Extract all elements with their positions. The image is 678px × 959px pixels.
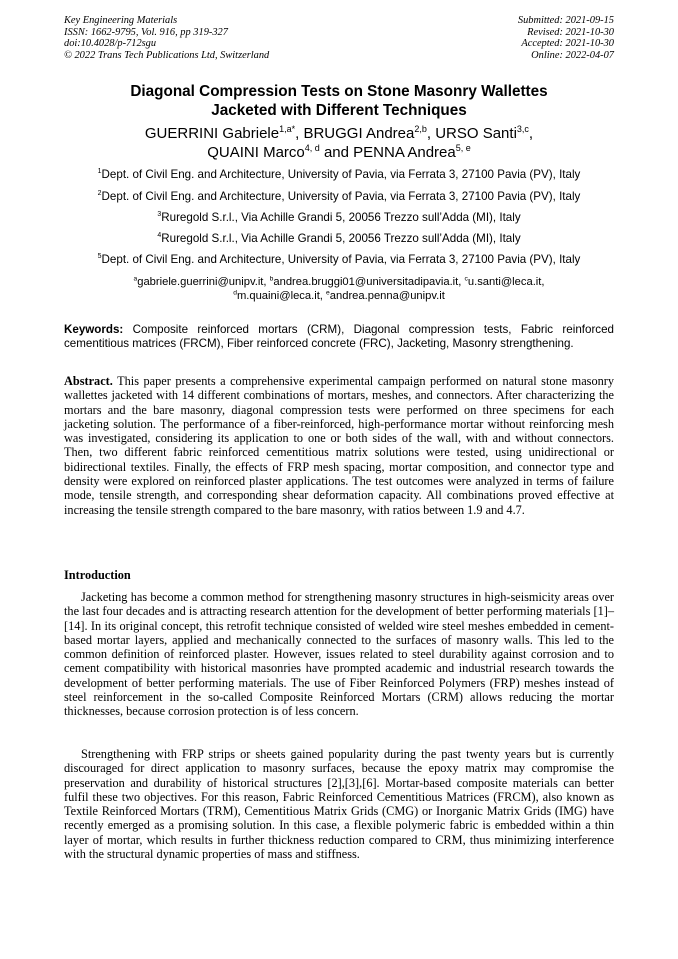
affiliation-3 <box>64 211 614 225</box>
affiliation-text: Ruregold S.r.l., Via Achille Grandi 5, 20056 Trezzo sull’Adda (MI), Italy <box>161 211 521 224</box>
section-heading-introduction: Introduction <box>64 568 131 582</box>
email-link[interactable]: u.santi@leca.it, <box>467 276 545 288</box>
affiliation-text: Dept. of Civil Eng. and Architecture, University of Pavia, via Ferrata 3, 27100 Pavia (PV), Italy <box>101 253 581 266</box>
affiliation-2 <box>64 190 614 204</box>
email-sup: d <box>233 289 237 297</box>
affiliation-text: Dept. of Civil Eng. and Architecture, University of Pavia, via Ferrata 3, 27100 Pavia (PV), Italy <box>101 168 581 181</box>
revised-date: Revised: 2021-10-30 <box>527 26 614 38</box>
email-sup: c <box>464 275 468 283</box>
email-sup: e <box>326 289 330 297</box>
abstract-label: Abstract. <box>64 374 113 388</box>
journal-header-right <box>518 15 614 61</box>
submitted-date: Submitted: 2021-09-15 <box>517 15 614 26</box>
author-list <box>64 124 614 162</box>
affiliation-sup: 1 <box>97 168 102 176</box>
title-line-2: Jacketed with Different Techniques <box>211 102 467 119</box>
email-link[interactable]: m.quaini@leca.it, <box>236 290 327 302</box>
author-sup: 2,b <box>414 124 427 134</box>
abstract-block <box>64 374 614 517</box>
author-sup: 4, d <box>304 143 320 153</box>
affiliation-text: Dept. of Civil Eng. and Architecture, University of Pavia, via Ferrata 3, 27100 Pavia (PV), Italy <box>101 190 581 203</box>
abstract-text: This paper presents a comprehensive experimental campaign performed on natural stone masonry wallettes jacketed with 14 different combinations of mortars, meshes, and connectors. After characterizing the mortars and the bare masonry, diagonal compression tests were performed on three specimens for each jacketing solution. The performance of a fiber-reinforced, high-performance mortar without reinforcing mesh was investigated, considering its application to one or both sides of the wall, with and without connectors. Then, two different fabric reinforced cementitious matrix solutions were tested, using unidirectional or bidirectional textiles. Finally, the effects of FRP mesh spacing, mortar composition, and connector type and density were explored on reinforced plaster applications. The test outcomes were analyzed in terms of failure mode, tensile strength, and corresponding shear deformation capacity. All combinations proved effective at increasing the tensile strength compared to the bare masonry, with ratios between 1.9 and 4.7. <box>64 374 614 517</box>
accepted-date: Accepted: 2021-10-30 <box>521 38 614 50</box>
email-link[interactable]: andrea.bruggi01@universitadipavia.it, <box>273 276 465 288</box>
author-sup: 5, e <box>455 143 471 153</box>
author-sup: 1,a* <box>279 124 296 134</box>
author-name: GUERRINI Gabriele <box>144 125 280 142</box>
issn-line: ISSN: 1662-9795, Vol. 916, pp 319-327 <box>64 26 228 38</box>
affiliation-sup: 5 <box>97 253 102 261</box>
paper-title <box>64 82 614 120</box>
email-sup: b <box>269 275 274 283</box>
title-line-1: Diagonal Compression Tests on Stone Masonry Wallettes <box>130 83 548 100</box>
and-word: and <box>323 144 349 161</box>
affiliation-text: Ruregold S.r.l., Via Achille Grandi 5, 20056 Trezzo sull’Adda (MI), Italy <box>161 232 521 245</box>
email-list <box>64 275 614 303</box>
separator: , <box>528 125 534 142</box>
keywords-text: Composite reinforced mortars (CRM), Diagonal compression tests, Fabric reinforced cementitious matrices (FRCM), Fiber reinforced concrete (FRC), Jacketing, Masonry strengthening. <box>64 323 614 350</box>
email-link[interactable]: gabriele.guerrini@unipv.it, <box>137 276 270 288</box>
author-name: URSO Santi <box>435 125 517 142</box>
separator: , <box>295 125 300 142</box>
affiliation-sup: 4 <box>157 232 162 240</box>
affiliation-1 <box>64 168 614 182</box>
intro-paragraph-1: Jacketing has become a common method for strengthening masonry structures in high-seismicity areas over the last four decades and is attracting research attention for the development of better performing materials [1]–[14]. In its original concept, this retrofit technique consisted of welded wire steel meshes embedded in cement-based mortar layers, applied and mechanically connected to the surfaces of masonry walls. This led to the common definition of reinforced plaster. However, issues related to steel durability against corrosion and to cement compatibility with historical masonries have prompted academic and industrial research towards the development of better performing materials. The use of Fiber Reinforced Polymers (FRP) meshes instead of steel reinforcement in the so-called Composite Reinforced Mortars (CRM) allows reducing the mortar thicknesses, because corrosion protection is of less concern. <box>64 590 614 719</box>
online-date: Online: 2022-04-07 <box>531 49 614 61</box>
journal-header-left <box>64 15 269 61</box>
intro-paragraph-2: Strengthening with FRP strips or sheets gained popularity during the past twenty years but is currently discouraged for direct application to masonry surfaces, because the epoxy matrix may compromise the preservation and durability of historical structures [2],[3],[6]. Mortar-based composite materials can better fulfil these two objectives. For this reason, Fabric Reinforced Cementitious Matrices (FRCM), also known as Textile Reinforced Mortars (TRM), Cementitious Matrix Grids (CMG) or Inorganic Matrix Grids (IMG) have recently emerged as a promising solution. In this case, a flexible polymeric fabric is embedded within a thin layer of mortar, which results in further thickness reduction compared to CRM, thus minimizing interference with the structural dynamic properties of mass and stiffness. <box>64 747 614 862</box>
affiliation-4 <box>64 232 614 246</box>
affiliation-sup: 2 <box>97 190 102 198</box>
email-link[interactable]: andrea.penna@unipv.it <box>329 290 445 302</box>
copyright-line: © 2022 Trans Tech Publications Ltd, Switzerland <box>64 49 270 61</box>
affiliation-sup: 3 <box>157 211 162 219</box>
affiliation-5 <box>64 253 614 267</box>
doi-line: doi:10.4028/p-712sgu <box>64 38 157 50</box>
author-name: BRUGGI Andrea <box>303 125 415 142</box>
email-sup: a <box>133 275 138 283</box>
journal-name: Key Engineering Materials <box>64 15 178 26</box>
keywords-block <box>64 323 614 351</box>
keywords-label: Keywords: <box>64 323 124 336</box>
separator: , <box>426 125 432 142</box>
author-name: PENNA Andrea <box>353 144 456 161</box>
author-name: QUAINI Marco <box>207 144 305 161</box>
author-sup: 3,c <box>516 124 529 134</box>
